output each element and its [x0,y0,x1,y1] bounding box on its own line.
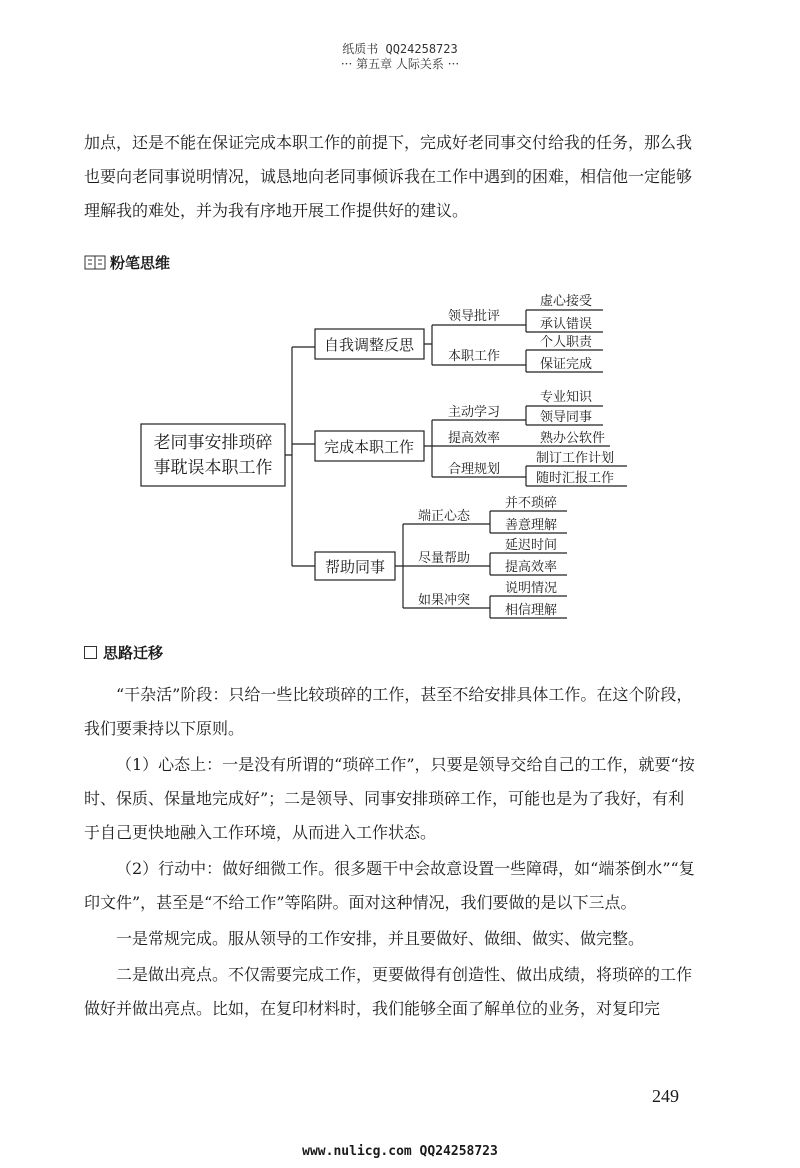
mindmap-node: 领导批评 [448,309,501,324]
body-paragraph: “干杂活”阶段：只给一些比较琐碎的工作，甚至不给安排具体工作。在这个阶段，我们要秉持以下原则。 [84,685,693,738]
mindmap-leaf: 熟办公软件 [540,431,606,446]
mindmap-branch-3: 帮助同事 [324,558,386,576]
checkbox-square-icon [84,646,97,659]
mindmap-leaf: 领导同事 [540,410,593,425]
mindmap-leaf: 制订工作计划 [536,451,615,466]
mindmap-root-line-2: 事耽误本职工作 [153,458,273,478]
body-paragraph: 一是常规完成。服从领导的工作安排，并且要做好、做细、做实、做完整。 [116,929,645,948]
intro-paragraph: 加点，还是不能在保证完成本职工作的前提下，完成好老同事交付给我的任务，那么我也要向老同事说明情况，诚恳地向老同事倾诉我在工作中遇到的困难，相信他一定能够理解我的难处，并为我有序地开展工作提供好的建议。 [84,133,693,220]
mindmap-leaf: 善意理解 [505,518,558,533]
section-title-text: 粉笔思维 [110,254,171,272]
mindmap-node: 本职工作 [448,349,501,364]
mindmap-leaf: 虚心接受 [540,294,593,309]
page-number: 249 [652,1086,679,1106]
mindmap-branch-2: 完成本职工作 [323,438,415,456]
section-title-idea-transfer [84,642,163,663]
body-paragraph: （1）心态上：一是没有所谓的“琐碎工作”，只要是领导交给自己的工作，就要“按时、保质、保量地完成好”；二是领导、同事安排琐碎工作，可能也是为了我好，有利于自己更快地融入工作环境，从而进入工作状态。 [84,755,695,842]
mindmap-node: 主动学习 [448,405,501,420]
mindmap-node: 尽量帮助 [418,551,471,566]
mindmap-node: 端正心态 [418,509,471,524]
mindmap-leaf: 延迟时间 [505,538,558,553]
mindmap-node: 如果冲突 [418,593,471,608]
header-watermark: 纸质书 QQ24258723 [342,42,458,56]
mindmap-leaf: 承认错误 [540,317,593,332]
footer-watermark: www.nulicg.com QQ24258723 [302,1144,498,1159]
mindmap-branch-1: 自我调整反思 [323,336,415,354]
mindmap-leaf: 提高效率 [505,560,558,575]
mindmap-leaf: 相信理解 [505,603,558,618]
mindmap-leaf: 个人职责 [540,335,593,350]
running-header: ··· 第五章 人际关系 ··· [340,57,460,71]
mindmap-leaf: 专业知识 [540,390,593,405]
section-title-text: 思路迁移 [103,644,164,662]
mindmap-node: 提高效率 [448,431,501,446]
mindmap-node: 合理规划 [448,462,501,477]
mindmap-leaf: 保证完成 [540,357,593,372]
mindmap-root-line-1: 老同事安排琐碎 [153,433,273,453]
body-paragraph: （2）行动中：做好细微工作。很多题干中会故意设置一些障碍，如“端茶倒水”“复印文件”，甚至是“不给工作”等陷阱。面对这种情况，我们要做的是以下三点。 [84,859,695,912]
mindmap-leaf: 说明情况 [505,581,558,596]
body-paragraph: 二是做出亮点。不仅需要完成工作，更要做得有创造性、做出成绩，将琐碎的工作做好并做出亮点。比如，在复印材料时，我们能够全面了解单位的业务，对复印完 [84,965,693,1018]
mindmap-leaf: 并不琐碎 [505,496,558,511]
mindmap-leaf: 随时汇报工作 [536,471,615,486]
